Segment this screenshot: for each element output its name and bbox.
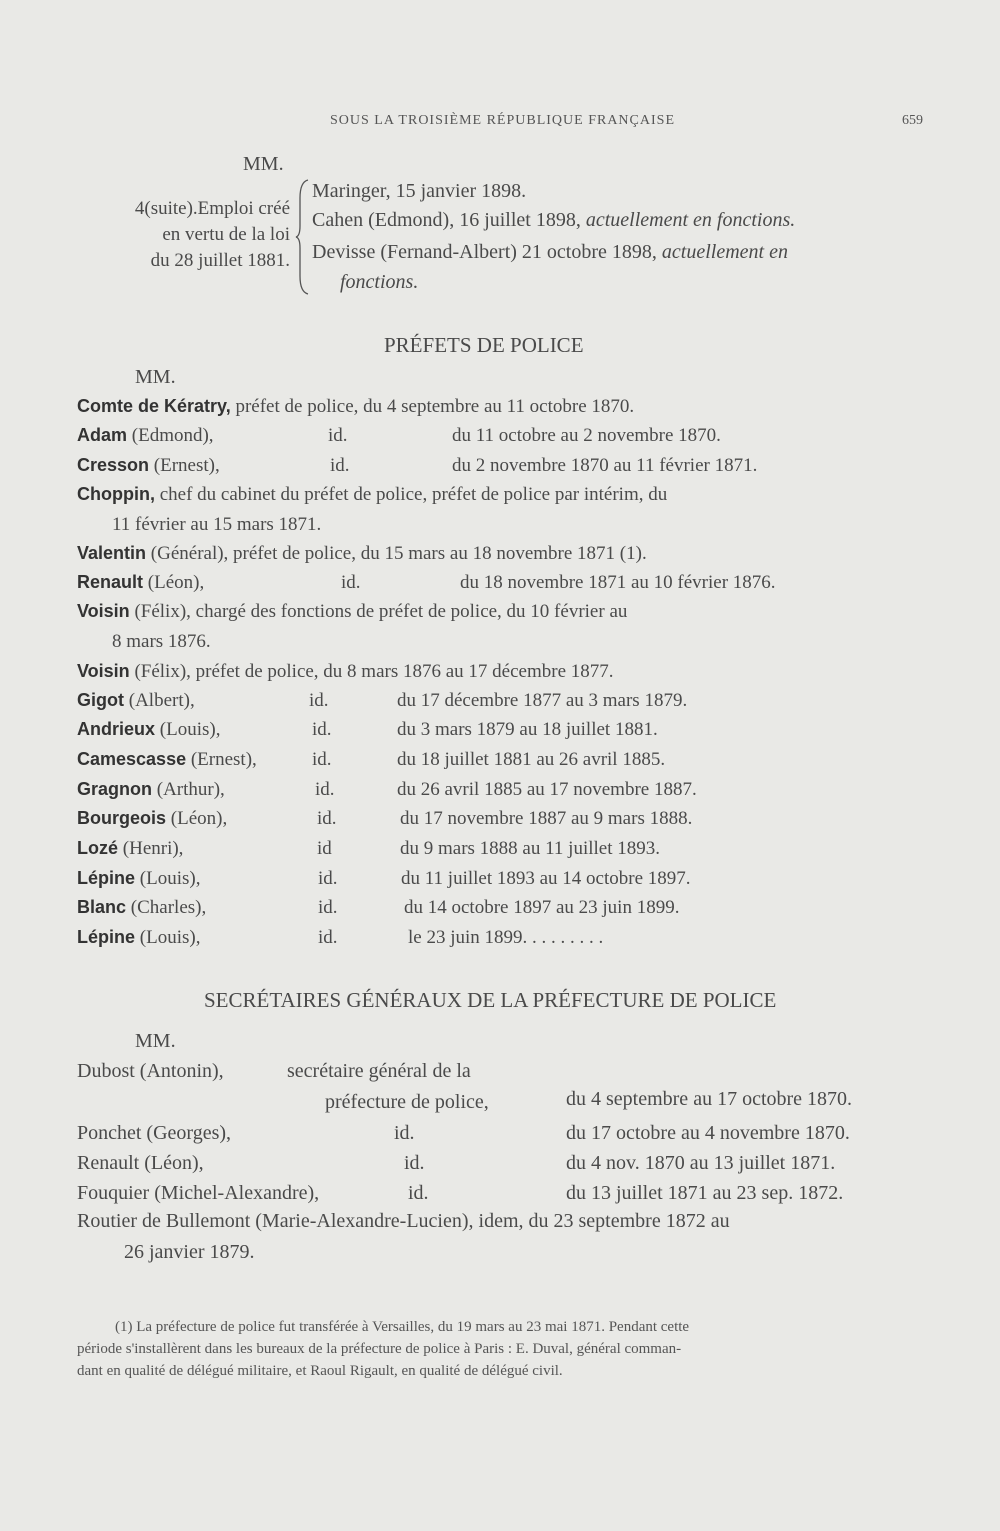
prefet-row: Voisin (Félix), préfet de police, du 8 mars 1876 au 17 décembre 1877. (77, 661, 614, 682)
secretaires-mm: MM. (135, 1030, 176, 1052)
running-head: SOUS LA TROISIÈME RÉPUBLIQUE FRANÇAISE (330, 113, 675, 128)
footnote-line: période s'installèrent dans les bureaux de la préfecture de police à Paris : E. Duval, général comman- (77, 1341, 682, 1357)
secretaire-row: Routier de Bullemont (Marie-Alexandre-Lucien), idem, du 23 septembre 1872 au (77, 1210, 730, 1232)
page-number: 659 (902, 113, 923, 128)
prefet-row: Cresson (Ernest), id. du 2 novembre 1870 au 11 février 1871. (77, 455, 758, 476)
prefet-row: Gragnon (Arthur), id. du 26 avril 1885 au 17 novembre 1887. (77, 779, 697, 800)
prefet-row-continuation: 11 février au 15 mars 1871. (112, 514, 322, 535)
side-label-line: du 28 juillet 1881. (150, 250, 290, 271)
prior-entry: Maringer, 15 janvier 1898. (312, 180, 527, 202)
prefet-row: Andrieux (Louis), id. du 3 mars 1879 au 18 juillet 1881. (77, 719, 658, 740)
secretaire-row: Dubost (Antonin), secrétaire général de la (77, 1060, 471, 1082)
secretaire-row: Fouquier (Michel-Alexandre), id. du 13 juillet 1871 au 23 sep. 1872. (77, 1182, 844, 1204)
prefet-row: Bourgeois (Léon), id. du 17 novembre 1887 au 9 mars 1888. (77, 808, 693, 829)
prior-entry: fonctions. (340, 271, 419, 293)
prefets-mm: MM. (135, 366, 176, 388)
secretaire-row: Ponchet (Georges), id. du 17 octobre au 4 novembre 1870. (77, 1122, 850, 1144)
secretaire-dates: du 4 septembre au 17 octobre 1870. (566, 1088, 853, 1110)
side-label (78, 196, 290, 274)
prefet-row: Blanc (Charles), id. du 14 octobre 1897 au 23 juin 1899. (77, 897, 680, 918)
prefet-row: Lépine (Louis), id. le 23 juin 1899. . . . . . . . . (77, 927, 604, 948)
prefet-row: Choppin, chef du cabinet du préfet de police, préfet de police par intérim, du (77, 484, 668, 505)
side-label-line: 4(suite).Emploi créé (134, 198, 290, 219)
prefet-row: Gigot (Albert), id. du 17 décembre 1877 au 3 mars 1879. (77, 690, 688, 711)
secretaire-row-continuation: 26 janvier 1879. (124, 1241, 255, 1263)
section-title-secretaires: SECRÉTAIRES GÉNÉRAUX DE LA PRÉFECTURE DE POLICE (204, 988, 777, 1012)
prefet-row: Lozé (Henri), id du 9 mars 1888 au 11 juillet 1893. (77, 838, 660, 859)
prefet-row: Renault (Léon), id. du 18 novembre 1871 au 10 février 1876. (77, 572, 776, 593)
footnote (77, 1316, 689, 1382)
prefet-row: Lépine (Louis), id. du 11 juillet 1893 au 14 octobre 1897. (77, 868, 691, 889)
prefet-row: Voisin (Félix), chargé des fonctions de préfet de police, du 10 février au (77, 601, 628, 622)
secretaire-row-continuation: préfecture de police, (325, 1091, 489, 1113)
footnote-line: (1) La préfecture de police fut transférée à Versailles, du 19 mars au 23 mai 1871. Pendant cette (115, 1319, 690, 1335)
prefet-row: Camescasse (Ernest), id. du 18 juillet 1881 au 26 avril 1885. (77, 749, 666, 770)
curly-brace (294, 178, 310, 296)
prefet-row: Adam (Edmond), id. du 11 octobre au 2 novembre 1870. (77, 425, 721, 446)
prefet-row: Comte de Kératry, préfet de police, du 4 septembre au 11 octobre 1870. (77, 396, 635, 417)
side-label-line: en vertu de la loi (162, 224, 290, 245)
prior-entry: Cahen (Edmond), 16 juillet 1898, actuellement en fonctions. (312, 209, 796, 231)
secretaire-row: Renault (Léon), id. du 4 nov. 1870 au 13 juillet 1871. (77, 1152, 836, 1174)
prefet-row-continuation: 8 mars 1876. (112, 631, 211, 652)
prefet-row: Valentin (Général), préfet de police, du 15 mars au 18 novembre 1871 (1). (77, 543, 647, 564)
prior-entry: Devisse (Fernand-Albert) 21 octobre 1898, actuellement en (312, 241, 788, 263)
prior-mm: MM. (243, 153, 284, 175)
section-title-prefets: PRÉFETS DE POLICE (384, 333, 584, 357)
footnote-line: dant en qualité de délégué militaire, et Raoul Rigault, en qualité de délégué civil. (77, 1363, 563, 1379)
